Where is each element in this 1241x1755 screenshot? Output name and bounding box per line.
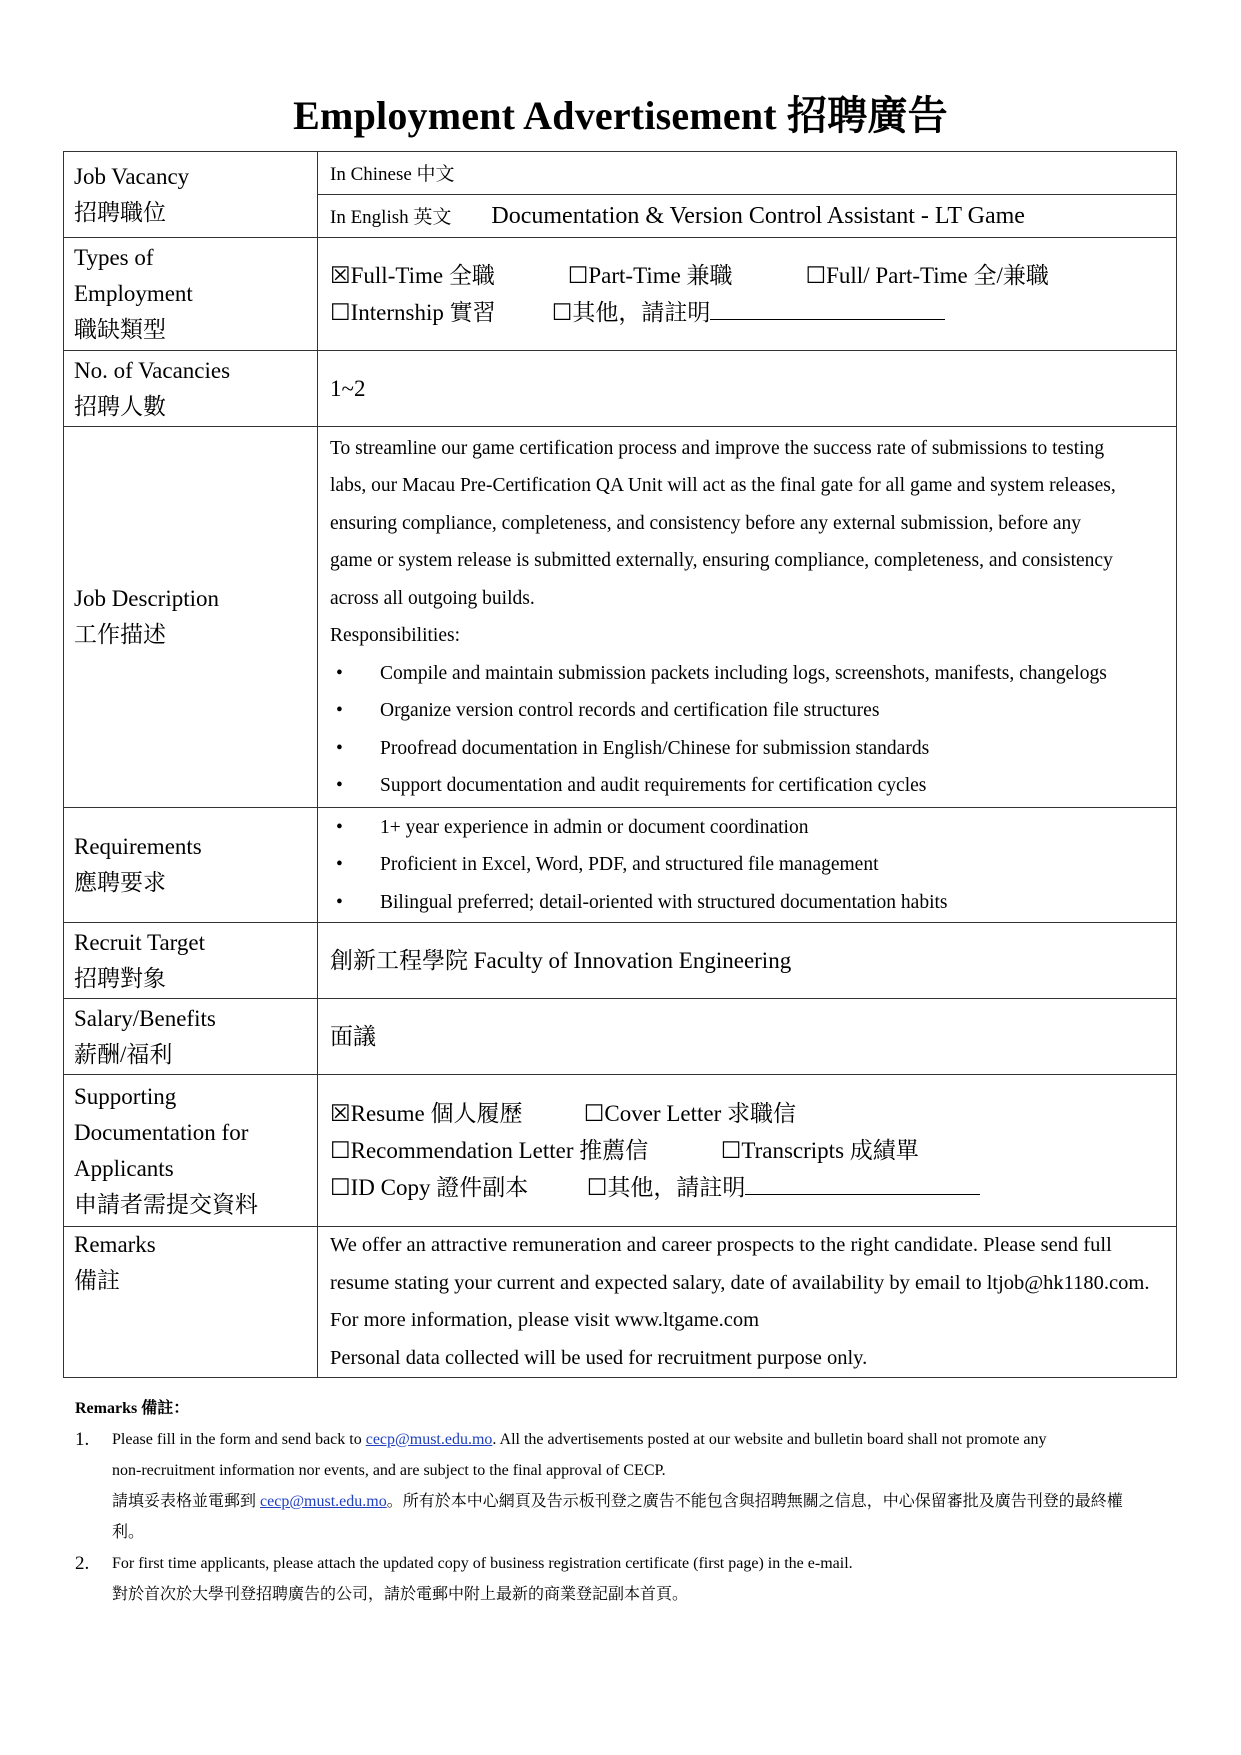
page-title: Employment Advertisement 招聘廣告 — [293, 93, 948, 138]
bullet-icon: • — [336, 816, 343, 838]
note-1 — [63, 1424, 1177, 1548]
doc-other-specify-blank[interactable] — [745, 1172, 980, 1195]
requirements-label — [64, 808, 318, 923]
recruit-target-label — [64, 923, 318, 999]
remarks-content — [318, 1227, 1177, 1378]
salary-value: 面議 — [318, 999, 1177, 1075]
remarks-line: resume stating your current and expected salary, date of availability by email to ltjob@hk1180.com. — [330, 1271, 1150, 1294]
doc-resume[interactable]: ☒Resume 個人履歷 — [330, 1101, 523, 1126]
requirements-content — [318, 808, 1177, 923]
recruit-target-label-en: Recruit Target — [74, 929, 206, 955]
supporting-docs-label — [64, 1075, 318, 1227]
advertisement-form — [63, 151, 1177, 1378]
requirement-text: 1+ year experience in admin or document coordination — [380, 816, 809, 838]
email-link[interactable]: cecp@must.edu.mo — [365, 1431, 493, 1448]
remarks-label — [64, 1227, 318, 1378]
option-internship[interactable]: ☐Internship 實習 — [330, 300, 496, 325]
employment-type-label-en-2: Employment — [74, 281, 193, 306]
responsibility-text: Compile and maintain submission packets including logs, screenshots, manifests, changelogs — [380, 662, 1107, 684]
employment-type-label — [64, 238, 318, 351]
form-notes — [63, 1393, 1177, 1610]
supporting-docs-options — [318, 1075, 1177, 1227]
job-vacancy-label-zh: 招聘職位 — [74, 199, 166, 225]
note-1-text-b: . All the advertisements posted at our website and bulletin board shall not promote any — [492, 1431, 1047, 1448]
bullet-icon: • — [336, 891, 343, 913]
supporting-docs-label-en-3: Applicants — [74, 1155, 174, 1181]
remarks-line: Personal data collected will be used for recruitment purpose only. — [330, 1346, 868, 1369]
responsibility-text: Organize version control records and certification file structures — [380, 700, 880, 721]
option-part-time[interactable]: ☐Part-Time 兼職 — [567, 263, 733, 288]
job-description-label-en: Job Description — [74, 586, 220, 611]
job-description-content — [318, 427, 1177, 808]
note-1-zh-a: 請填妥表格並電郵到 — [112, 1493, 261, 1510]
supporting-docs-label-zh: 申請者需提交資料 — [74, 1191, 258, 1217]
jd-line: across all outgoing builds. — [330, 587, 535, 609]
note-2-text: For first time applicants, please attach the updated copy of business registration certificate (first page) in the e-mail. — [112, 1555, 853, 1572]
recruit-target-value: 創新工程學院 Faculty of Innovation Engineering — [318, 923, 1177, 999]
bullet-icon: • — [336, 775, 343, 796]
responsibilities-heading: Responsibilities: — [330, 625, 461, 646]
salary-label-zh: 薪酬/福利 — [74, 1041, 173, 1067]
note-1-zh-b: 。所有於本中心網頁及告示板刊登之廣告不能包含與招聘無關之信息，中心保留審批及廣告刊登的最終權 — [386, 1493, 1123, 1510]
employment-type-label-en-1: Types of — [74, 245, 154, 270]
responsibility-text: Support documentation and audit requirements for certification cycles — [380, 775, 927, 796]
option-full-part-time[interactable]: ☐Full/ Part-Time 全/兼職 — [805, 263, 1049, 288]
bullet-icon: • — [336, 662, 343, 684]
supporting-docs-label-en-1: Supporting — [74, 1083, 177, 1109]
requirements-label-zh: 應聘要求 — [74, 870, 166, 895]
job-description-label-zh: 工作描述 — [74, 622, 166, 647]
note-1-number: 1. — [75, 1429, 90, 1450]
employment-type-options — [318, 238, 1177, 351]
requirements-label-en: Requirements — [74, 834, 202, 859]
jd-line: labs, our Macau Pre-Certification QA Unit will act as the final gate for all game and system releases, — [330, 475, 1116, 496]
remarks-label-en: Remarks — [74, 1232, 156, 1257]
doc-id-copy[interactable]: ☐ID Copy 證件副本 — [330, 1175, 529, 1200]
vacancies-label — [64, 351, 318, 427]
doc-transcripts[interactable]: ☐Transcripts 成績單 — [720, 1138, 919, 1163]
salary-label — [64, 999, 318, 1075]
vacancies-value: 1~2 — [318, 351, 1177, 427]
job-vacancy-english-cell — [318, 195, 1177, 238]
requirement-text: Bilingual preferred; detail-oriented with structured documentation habits — [380, 891, 948, 913]
doc-other[interactable]: ☐其他，請註明 — [586, 1175, 746, 1200]
remarks-line: We offer an attractive remuneration and career prospects to the right candidate. Please send full — [330, 1234, 1112, 1256]
job-description-label — [64, 427, 318, 808]
bullet-icon: • — [336, 854, 343, 876]
in-english-label: In English 英文 — [330, 207, 452, 228]
notes-heading: Remarks 備註： — [75, 1400, 190, 1417]
job-vacancy-chinese-cell — [318, 152, 1177, 195]
jd-line: To streamline our game certification process and improve the success rate of submissions to testing — [330, 437, 1105, 459]
remarks-label-zh: 備註 — [74, 1268, 120, 1293]
note-2-number: 2. — [75, 1553, 90, 1574]
option-full-time[interactable]: ☒Full-Time 全職 — [330, 263, 495, 288]
jd-line: game or system release is submitted externally, ensuring compliance, completeness, and consistency — [330, 550, 1113, 571]
doc-recommendation-letter[interactable]: ☐Recommendation Letter 推薦信 — [330, 1138, 649, 1163]
requirement-text: Proficient in Excel, Word, PDF, and structured file management — [380, 854, 879, 876]
bullet-icon: • — [336, 700, 343, 721]
salary-label-en: Salary/Benefits — [74, 1005, 216, 1031]
bullet-icon: • — [336, 737, 343, 759]
employment-type-label-zh: 職缺類型 — [74, 317, 166, 342]
note-2-zh: 對於首次於大學刊登招聘廣告的公司，請於電郵中附上最新的商業登記副本首頁。 — [112, 1586, 689, 1603]
list-item — [330, 767, 1164, 805]
job-vacancy-label — [64, 152, 318, 238]
option-other[interactable]: ☐其他，請註明 — [551, 300, 711, 325]
recruit-target-label-zh: 招聘對象 — [74, 965, 166, 991]
list-item — [330, 809, 1164, 847]
list-item — [330, 655, 1164, 693]
list-item — [330, 846, 1164, 884]
list-item — [330, 884, 1164, 922]
job-title-english: Documentation & Version Control Assistant - LT Game — [491, 203, 1025, 229]
vacancies-label-zh: 招聘人數 — [74, 393, 166, 419]
note-1-zh-c: 利。 — [112, 1524, 145, 1541]
supporting-docs-label-en-2: Documentation for — [74, 1119, 249, 1145]
note-1-text-c: non-recruitment information nor events, and are subject to the final approval of CECP. — [112, 1462, 666, 1479]
in-chinese-label: In Chinese 中文 — [330, 164, 455, 185]
note-1-text-a: Please fill in the form and send back to — [112, 1431, 366, 1448]
other-specify-blank[interactable] — [710, 297, 945, 320]
list-item — [330, 730, 1164, 768]
list-item — [330, 692, 1164, 730]
job-vacancy-label-en: Job Vacancy — [74, 163, 190, 189]
remarks-line: For more information, please visit www.ltgame.com — [330, 1309, 760, 1331]
vacancies-label-en: No. of Vacancies — [74, 357, 231, 383]
responsibility-text: Proofread documentation in English/Chinese for submission standards — [380, 737, 930, 759]
note-2 — [63, 1548, 1177, 1610]
email-link-zh[interactable]: cecp@must.edu.mo — [260, 1493, 387, 1510]
doc-cover-letter[interactable]: ☐Cover Letter 求職信 — [583, 1101, 796, 1126]
jd-line: ensuring compliance, completeness, and consistency before any external submission, before any — [330, 512, 1082, 534]
